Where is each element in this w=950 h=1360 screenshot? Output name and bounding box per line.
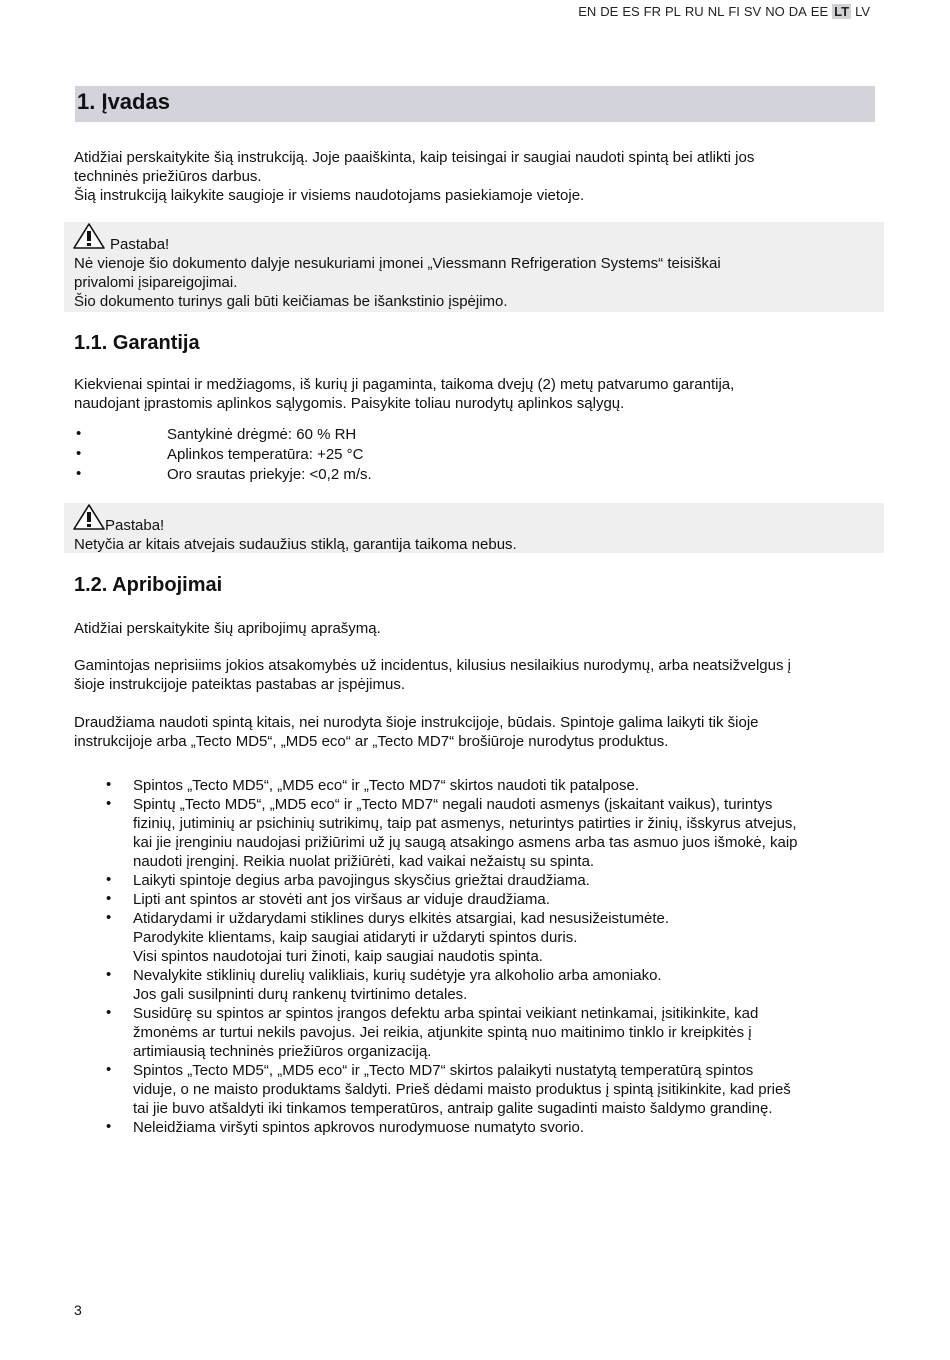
text-line: Spintos „Tecto MD5“, „MD5 eco“ ir „Tecto MD7“ skirtos palaikyti nustatytą temperatūrą spintos xyxy=(133,1062,754,1079)
text-line: naudoti įrenginį. Reikia nuolat prižiūrėti, kad vaikai nežaistų su spinta. xyxy=(133,853,595,870)
list-item: Oro srautas priekyje: <0,2 m/s. xyxy=(167,466,372,483)
note-label: Pastaba! xyxy=(105,517,165,534)
text-line: fizinių, jutiminių ar psichinių sutrikimų, taip pat asmenys, neturintys patirties ir žinių, išskyrus atvejus, xyxy=(133,815,797,832)
language-link[interactable]: FI xyxy=(728,4,740,19)
bullet-icon: • xyxy=(106,1118,112,1135)
text-line: Laikyti spintoje degius arba pavojingus skysčius griežtai draudžiama. xyxy=(133,872,590,889)
list-item xyxy=(133,776,878,795)
warning-icon xyxy=(72,222,106,250)
language-link[interactable]: LV xyxy=(855,4,870,19)
bullet-icon: • xyxy=(76,425,82,442)
language-link-active[interactable]: LT xyxy=(834,4,850,19)
text-line: Gamintojas neprisiims jokios atsakomybės už incidentus, kilusius nesilaikius nurodymų, arba neatsižvelgus į xyxy=(74,657,791,674)
language-link[interactable]: EE xyxy=(810,4,829,19)
text-line: Neleidžiama viršyti spintos apkrovos nurodymuose numatyto svorio. xyxy=(133,1119,585,1136)
text-line: Nė vienoje šio dokumento dalyje nesukuriami įmonei „Viessmann Refrigeration Systems“ teisiškai xyxy=(74,255,721,272)
text-line: Netyčia ar kitais atvejais sudaužius stiklą, garantija taikoma nebus. xyxy=(74,536,517,553)
paragraph xyxy=(74,656,874,694)
list-item xyxy=(133,1061,878,1118)
text-line: žmonėms ar turtui nekils pavojus. Jei reikia, atjunkite spintą nuo maitinimo tinklo ir kreipkitės į xyxy=(133,1024,752,1041)
section-title: 1.1. Garantija xyxy=(74,332,200,354)
text-line: šioje instrukcijoje pateiktas pastabas ar įspėjimus. xyxy=(74,676,405,693)
note-box xyxy=(64,503,884,553)
bullet-icon: • xyxy=(76,445,82,462)
text-line: tai jie buvo atšaldyti iki tinkamos temperatūros, antraip galite sugadinti maisto šaldymo grandinę. xyxy=(133,1100,773,1117)
text-line: Visi spintos naudotojai turi žinoti, kaip saugiai naudotis spinta. xyxy=(133,948,543,965)
list-item: Aplinkos temperatūra: +25 °C xyxy=(167,446,364,463)
warranty-paragraph xyxy=(74,375,874,413)
language-link[interactable]: PL xyxy=(665,4,681,19)
bullet-icon: • xyxy=(106,890,112,907)
language-link[interactable]: DE xyxy=(600,4,619,19)
language-link[interactable]: EN xyxy=(578,4,597,19)
bullet-icon: • xyxy=(106,1061,112,1078)
text-line: Draudžiama naudoti spintą kitais, nei nurodyta šioje instrukcijoje, būdais. Spintoje galima laikyti tik šioje xyxy=(74,714,759,731)
list-item xyxy=(133,966,878,1004)
text-line: Parodykite klientams, kaip saugiai atidaryti ir uždaryti spintos duris. xyxy=(133,929,578,946)
list-item xyxy=(133,909,878,966)
text-line: Spintų „Tecto MD5“, „MD5 eco“ ir „Tecto MD7“ negali naudoti asmenys (įskaitant vaikus), turintys xyxy=(133,796,773,813)
text-line: Nevalykite stiklinių durelių valikliais, kurių sudėtyje yra alkoholio arba amoniako. xyxy=(133,967,662,984)
text-line: techninės priežiūros darbus. xyxy=(74,168,262,185)
text-line: Kiekvienai spintai ir medžiagoms, iš kurių ji pagaminta, taikoma dvejų (2) metų patvarumo garantija, xyxy=(74,376,735,393)
language-link[interactable]: RU xyxy=(684,4,704,19)
language-link[interactable]: DA xyxy=(788,4,807,19)
text-line: Spintos „Tecto MD5“, „MD5 eco“ ir „Tecto MD7“ skirtos naudoti tik patalpose. xyxy=(133,777,640,794)
section-heading-intro xyxy=(75,86,875,122)
text-line: viduje, o ne maisto produktams šaldyti. Prieš dėdami maisto produktus į spintą įsitikinkite, kad prieš xyxy=(133,1081,791,1098)
paragraph xyxy=(74,713,874,751)
note-box xyxy=(64,222,884,312)
language-link[interactable]: FR xyxy=(643,4,662,19)
list-item xyxy=(133,871,878,890)
language-link[interactable]: ES xyxy=(622,4,640,19)
text-line: instrukcijoje arba „Tecto MD5“, „MD5 eco“ ar „Tecto MD7“ brošiūroje nurodytus produktus. xyxy=(74,733,669,750)
bullet-icon: • xyxy=(106,909,112,926)
text-line: Jos gali susilpninti durų rankenų tvirtinimo detales. xyxy=(133,986,468,1003)
bullet-icon: • xyxy=(76,465,82,482)
bullet-icon: • xyxy=(106,795,112,812)
list-item xyxy=(133,1118,878,1137)
list-item xyxy=(133,795,878,871)
language-bar xyxy=(574,4,870,19)
section-title: 1.2. Apribojimai xyxy=(74,574,223,596)
note-label: Pastaba! xyxy=(110,236,170,253)
language-link[interactable]: NL xyxy=(707,4,725,19)
text-line: Lipti ant spintos ar stovėti ant jos viršaus ar viduje draudžiama. xyxy=(133,891,550,908)
text-line: Susidūrę su spintos ar spintos įrangos defektu arba spintai veikiant netinkamai, įsitikinkite, kad xyxy=(133,1005,759,1022)
text-line: artimiausią techninės priežiūros organizaciją. xyxy=(133,1043,432,1060)
text-line: naudojant įprastomis aplinkos sąlygomis. Paisykite toliau nurodytų aplinkos sąlygų. xyxy=(74,395,625,412)
bullet-icon: • xyxy=(106,1004,112,1021)
list-item xyxy=(133,1004,878,1061)
text-line: Šią instrukciją laikykite saugioje ir visiems naudotojams pasiekiamoje vietoje. xyxy=(74,187,585,204)
bullet-icon: • xyxy=(106,871,112,888)
bullet-icon: • xyxy=(106,776,112,793)
text-line: Atidarydami ir uždarydami stiklines durys elkitės atsargiai, kad nesusižeistumėte. xyxy=(133,910,670,927)
language-link[interactable]: SV xyxy=(743,4,762,19)
paragraph: Atidžiai perskaitykite šių apribojimų aprašymą. xyxy=(74,620,381,637)
bullet-icon: • xyxy=(106,966,112,983)
page-number: 3 xyxy=(74,1302,82,1318)
text-line: Atidžiai perskaitykite šią instrukciją. Joje paaiškinta, kaip teisingai ir saugiai naudoti spintą bei atlikti jos xyxy=(74,149,755,166)
language-link[interactable]: NO xyxy=(765,4,785,19)
text-line: Šio dokumento turinys gali būti keičiamas be išankstinio įspėjimo. xyxy=(74,293,508,310)
list-item xyxy=(133,890,878,909)
list-item: Santykinė drėgmė: 60 % RH xyxy=(167,426,357,443)
intro-paragraph xyxy=(74,148,874,205)
section-title: 1. Įvadas xyxy=(77,89,170,114)
text-line: kai jie įrenginiu naudojasi prižiūrimi už jų saugą atsakingo asmens arba tas asmuo juos išmokė, kaip xyxy=(133,834,798,851)
warning-icon xyxy=(72,503,106,531)
text-line: privalomi įsipareigojimai. xyxy=(74,274,238,291)
